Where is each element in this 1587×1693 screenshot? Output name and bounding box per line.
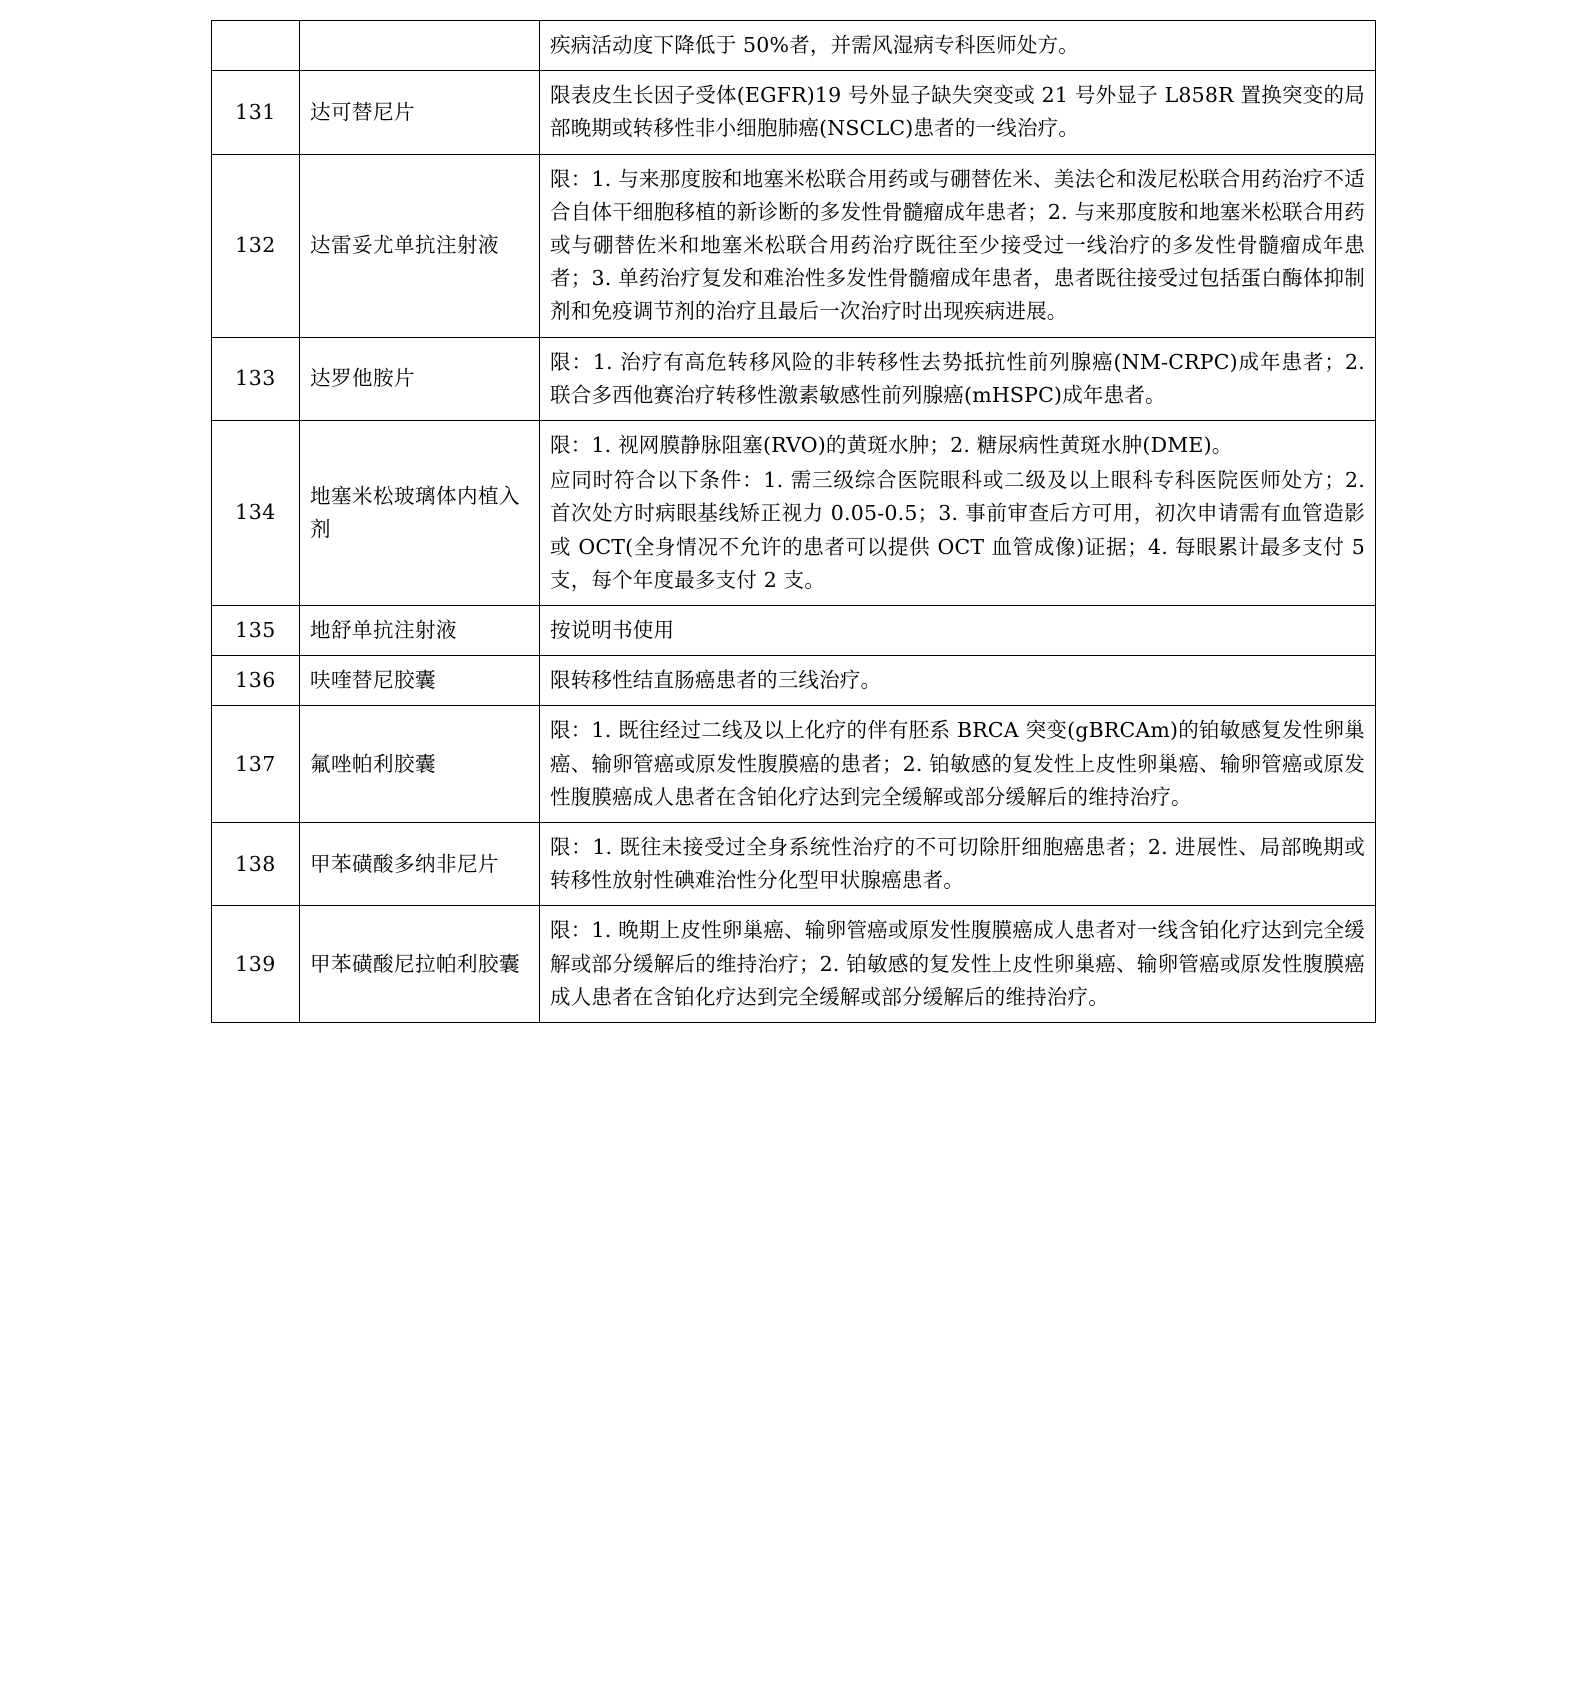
coverage-description bbox=[540, 906, 1376, 1023]
row-number: 131 bbox=[212, 71, 300, 154]
coverage-paragraph: 限：1. 晚期上皮性卵巢癌、输卵管癌或原发性腹膜癌成人患者对一线含铂化疗达到完全缓解或部分缓解后的维持治疗；2. 铂敏感的复发性上皮性卵巢癌、输卵管癌或原发性腹膜癌成人患者在含铂化疗达到完全缓解或部分缓解后的维持治疗。 bbox=[550, 918, 1365, 1009]
drug-reimbursement-table bbox=[211, 20, 1376, 1023]
table-row bbox=[212, 606, 1376, 656]
drug-name: 达可替尼片 bbox=[300, 71, 540, 154]
table-row bbox=[212, 656, 1376, 706]
row-number: 139 bbox=[212, 906, 300, 1023]
row-number: 134 bbox=[212, 421, 300, 606]
coverage-description bbox=[540, 71, 1376, 154]
table-row bbox=[212, 906, 1376, 1023]
coverage-paragraph: 疾病活动度下降低于 50%者，并需风湿病专科医师处方。 bbox=[550, 33, 1079, 57]
table-row bbox=[212, 706, 1376, 823]
table-body bbox=[212, 21, 1376, 1023]
coverage-description bbox=[540, 154, 1376, 337]
table-row bbox=[212, 421, 1376, 606]
drug-name: 甲苯磺酸尼拉帕利胶囊 bbox=[300, 906, 540, 1023]
coverage-paragraph: 应同时符合以下条件：1. 需三级综合医院眼科或二级及以上眼科专科医院医师处方；2. 首次处方时病眼基线矫正视力 0.05-0.5；3. 事前审查后方可用，初次申请需有血管造影或 OCT(全身情况不允许的患者可以提供 OCT 血管成像)证据；4. 每眼累计最多支付 5 支，每个年度最多支付 2 支。 bbox=[550, 468, 1365, 592]
table-row bbox=[212, 154, 1376, 337]
row-number bbox=[212, 21, 300, 71]
coverage-paragraph: 限：1. 治疗有高危转移风险的非转移性去势抵抗性前列腺癌(NM-CRPC)成年患者；2. 联合多西他赛治疗转移性激素敏感性前列腺癌(mHSPC)成年患者。 bbox=[550, 349, 1365, 407]
coverage-paragraph: 限：1. 既往经过二线及以上化疗的伴有胚系 BRCA 突变(gBRCAm)的铂敏感复发性卵巢癌、输卵管癌或原发性腹膜癌的患者；2. 铂敏感的复发性上皮性卵巢癌、输卵管癌或原发性腹膜癌成人患者在含铂化疗达到完全缓解或部分缓解后的维持治疗。 bbox=[550, 718, 1365, 809]
coverage-description bbox=[540, 823, 1376, 906]
coverage-paragraph: 限转移性结直肠癌患者的三线治疗。 bbox=[550, 668, 882, 693]
coverage-description bbox=[540, 421, 1376, 606]
drug-name bbox=[300, 21, 540, 71]
drug-name: 地舒单抗注射液 bbox=[300, 606, 540, 656]
drug-name: 甲苯磺酸多纳非尼片 bbox=[300, 823, 540, 906]
coverage-description bbox=[540, 656, 1376, 706]
coverage-paragraph: 限：1. 既往未接受过全身系统性治疗的不可切除肝细胞癌患者；2. 进展性、局部晚期或转移性放射性碘难治性分化型甲状腺癌患者。 bbox=[550, 835, 1365, 893]
row-number: 137 bbox=[212, 706, 300, 823]
coverage-description bbox=[540, 706, 1376, 823]
coverage-paragraph: 限：1. 与来那度胺和地塞米松联合用药或与硼替佐米、美法仑和泼尼松联合用药治疗不适合自体干细胞移植的新诊断的多发性骨髓瘤成年患者；2. 与来那度胺和地塞米松联合用药或与硼替佐米和地塞米松联合用药治疗既往至少接受过一线治疗的多发性骨髓瘤成年患者；3. 单药治疗复发和难治性多发性骨髓瘤成年患者，患者既往接受过包括蛋白酶体抑制剂和免疫调节剂的治疗且最后一次治疗时出现疾病进展。 bbox=[550, 166, 1365, 324]
row-number: 136 bbox=[212, 656, 300, 706]
row-number: 138 bbox=[212, 823, 300, 906]
drug-name: 氟唑帕利胶囊 bbox=[300, 706, 540, 823]
coverage-paragraph: 限：1. 视网膜静脉阻塞(RVO)的黄斑水肿；2. 糖尿病性黄斑水肿(DME)。 bbox=[550, 433, 1233, 458]
drug-name: 呋喹替尼胶囊 bbox=[300, 656, 540, 706]
coverage-paragraph: 按说明书使用 bbox=[550, 618, 675, 643]
table-row bbox=[212, 21, 1376, 71]
table-row bbox=[212, 337, 1376, 420]
table-row bbox=[212, 823, 1376, 906]
drug-name: 达罗他胺片 bbox=[300, 337, 540, 420]
row-number: 132 bbox=[212, 154, 300, 337]
table-row bbox=[212, 71, 1376, 154]
coverage-description bbox=[540, 337, 1376, 420]
coverage-description bbox=[540, 21, 1376, 71]
row-number: 133 bbox=[212, 337, 300, 420]
coverage-paragraph: 限表皮生长因子受体(EGFR)19 号外显子缺失突变或 21 号外显子 L858R 置换突变的局部晚期或转移性非小细胞肺癌(NSCLC)患者的一线治疗。 bbox=[550, 83, 1365, 141]
row-number: 135 bbox=[212, 606, 300, 656]
drug-name: 地塞米松玻璃体内植入剂 bbox=[300, 421, 540, 606]
coverage-description bbox=[540, 606, 1376, 656]
drug-name: 达雷妥尤单抗注射液 bbox=[300, 154, 540, 337]
